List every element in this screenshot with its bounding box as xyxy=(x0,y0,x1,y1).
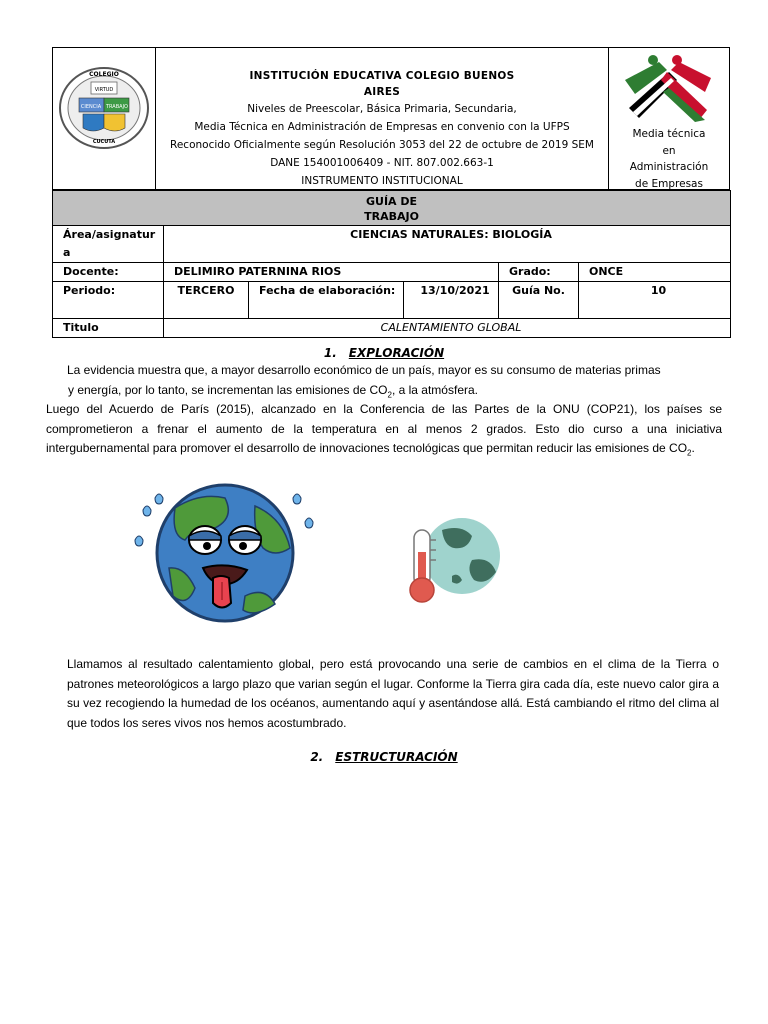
section-2-title: ESTRUCTURACIÓN xyxy=(335,750,458,764)
co2-sub-1: 2 xyxy=(387,389,392,399)
caption-line3: Administración xyxy=(629,161,709,173)
titulo-value: CALENTAMIENTO GLOBAL xyxy=(164,319,731,338)
thermometer-globe-icon xyxy=(402,516,506,606)
paragraph-paris-text: Luego del Acuerdo de París (2015), alcanzado en la Conferencia de las Partes de la ONU (COP21), los países se comprometieron a frenar el aumento de la temperatura en al menos 2 grados. Esto dio curso a una iniciativa intergubernamental para promover el desarrollo de innovaciones tecnológicas que permitan reducir las emisiones de xyxy=(46,402,722,455)
paragraph-evidence xyxy=(67,361,737,404)
co2-text-1: y energía, por lo tanto, se incrementan las emisiones de CO xyxy=(68,382,388,397)
paragraph-calentamiento: Llamamos al resultado calentamiento global, pero está provocando una serie de cambios en el clima de la Tierra o patrones meteorológicos a largo plazo que varian según el lugar. Conforme la Tierra gira cada día, este nuevo calor gira a su vez recogiendo la humedad de los océanos, aumentando aquí y asentándose allá. Está cambiando el ritmo del clima al que todos los seres vivos nos hemos acostumbrado. xyxy=(67,657,719,730)
guide-title-line1: GUÍA DE xyxy=(366,195,418,208)
institution-info xyxy=(155,48,609,189)
area-value: CIENCIAS NATURALES: BIOLOGÍA xyxy=(164,226,731,263)
school-crest-icon xyxy=(53,48,155,191)
guia-label: Guía No. xyxy=(499,282,579,319)
institution-recognition: Reconocido Oficialmente según Resolución 3053 del 22 de octubre de 2019 SEM xyxy=(170,139,594,151)
institution-instrument: INSTRUMENTO INSTITUCIONAL xyxy=(301,175,463,187)
institution-name-line1: INSTITUCIÓN EDUCATIVA COLEGIO BUENOS xyxy=(249,70,515,82)
media-tecnica-logo-cell xyxy=(608,48,729,189)
grado-value: ONCE xyxy=(579,263,731,282)
section-estructuracion-heading xyxy=(0,746,768,765)
crest-text-trabajo: TRABAJO xyxy=(105,104,129,110)
sweating-earth-icon xyxy=(125,478,325,623)
document-header xyxy=(52,47,730,190)
area-row xyxy=(53,226,731,263)
titulo-row xyxy=(53,319,731,338)
area-label: Área/asignatura xyxy=(53,226,164,263)
docente-row xyxy=(53,263,731,282)
fecha-value: 13/10/2021 xyxy=(404,282,499,319)
periodo-value: TERCERO xyxy=(164,282,249,319)
docente-value: DELIMIRO PATERNINA RIOS xyxy=(164,263,499,282)
guide-table xyxy=(52,190,731,338)
caption-line4: de Empresas xyxy=(635,177,703,190)
school-logo-cell xyxy=(53,48,156,189)
crest-text-ciencia: CIENCIA xyxy=(80,104,102,110)
crest-text-virtud: VIRTUD xyxy=(94,87,114,93)
media-tecnica-caption xyxy=(609,126,729,192)
institution-name xyxy=(155,68,609,100)
co2-post-2: . xyxy=(691,441,695,455)
institution-dane: DANE 154001006409 - NIT. 807.002.663-1 xyxy=(270,157,494,169)
fecha-label: Fecha de elaboración: xyxy=(249,282,404,319)
guide-title-line2: TRABAJO xyxy=(364,210,419,223)
periodo-label: Periodo: xyxy=(53,282,164,319)
paragraph-evidence-line1: La evidencia muestra que, a mayor desarrollo económico de un país, mayor es su consumo de materias primas xyxy=(67,363,661,377)
caption-line1: Media técnica xyxy=(632,128,706,140)
periodo-row xyxy=(53,282,731,319)
institution-levels: Niveles de Preescolar, Básica Primaria, Secundaria, xyxy=(247,103,517,115)
crest-text-bottom: CUCUTA xyxy=(92,139,116,145)
section-2-number: 2. xyxy=(310,750,324,764)
paragraph-paris xyxy=(46,400,722,463)
institution-media: Media Técnica en Administración de Empresas en convenio con la UFPS xyxy=(194,121,570,133)
section-1-title: EXPLORACIÓN xyxy=(348,346,445,360)
institution-name-line2: AIRES xyxy=(363,86,401,98)
co2-text-2: CO xyxy=(669,441,688,455)
grado-label: Grado: xyxy=(499,263,579,282)
co2-post-1: , a la atmósfera. xyxy=(391,382,478,397)
guia-value: 10 xyxy=(579,282,731,319)
titulo-label: Titulo xyxy=(53,319,164,338)
guide-title xyxy=(53,191,731,226)
crest-text-top: COLEGIO xyxy=(89,71,119,78)
section-exploracion-heading xyxy=(0,342,768,361)
guide-title-row xyxy=(53,191,731,226)
section-1-number: 1. xyxy=(323,346,337,360)
docente-label: Docente: xyxy=(53,263,164,282)
co2-sub-2: 2 xyxy=(687,448,692,458)
media-tecnica-logo-icon xyxy=(609,48,729,128)
caption-line2: en xyxy=(662,144,676,157)
